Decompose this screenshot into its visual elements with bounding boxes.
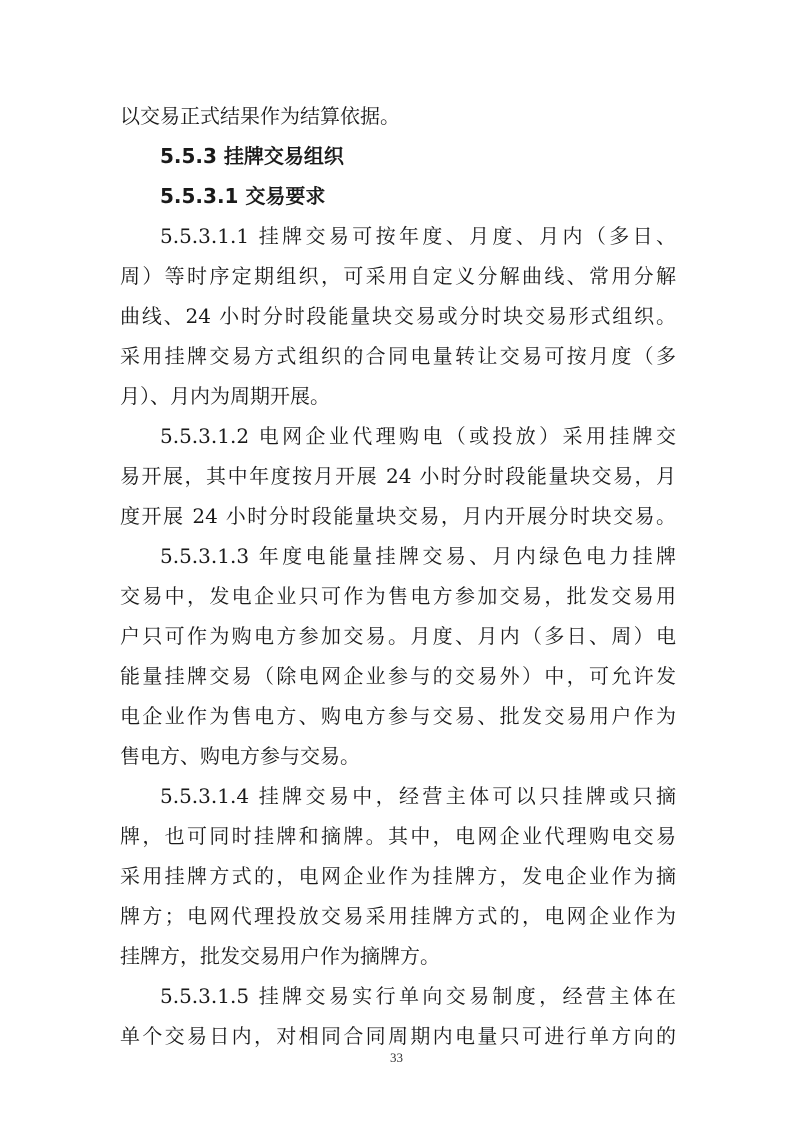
text-line: 曲线、24 小时分时段能量块交易或分时块交易形式组织。 (120, 304, 676, 328)
text-line: 挂牌方，批发交易用户作为摘牌方。 (120, 944, 440, 968)
text-line: 单个交易日内，对相同合同周期内电量只可进行单方向的 (120, 1024, 676, 1048)
text-line: 售电方、购电方参与交易。 (120, 744, 360, 768)
text-line: 周）等时序定期组织，可采用自定义分解曲线、常用分解 (120, 264, 676, 288)
clause-5-5-3-1-3-start: 5.5.3.1.3 年度电能量挂牌交易、月内绿色电力挂牌 (160, 544, 676, 568)
section-heading-5-5-3-1: 5.5.3.1 交易要求 (160, 184, 326, 208)
text-line: 以交易正式结果作为结算依据。 (120, 104, 400, 128)
page-number: 33 (390, 1050, 403, 1065)
clause-5-5-3-1-2-start: 5.5.3.1.2 电网企业代理购电（或投放）采用挂牌交 (160, 424, 676, 448)
text-line: 牌方；电网代理投放交易采用挂牌方式的，电网企业作为 (120, 904, 676, 928)
text-line: 月）、月内为周期开展。 (120, 384, 330, 408)
text-line: 牌，也可同时挂牌和摘牌。其中，电网企业代理购电交易 (120, 824, 676, 848)
text-line: 采用挂牌交易方式组织的合同电量转让交易可按月度（多 (120, 344, 676, 368)
text-line: 能量挂牌交易（除电网企业参与的交易外）中，可允许发 (120, 664, 676, 688)
clause-5-5-3-1-1-start: 5.5.3.1.1 挂牌交易可按年度、月度、月内（多日、 (160, 224, 676, 248)
clause-5-5-3-1-4-start: 5.5.3.1.4 挂牌交易中，经营主体可以只挂牌或只摘 (160, 784, 676, 808)
text-line: 电企业作为售电方、购电方参与交易、批发交易用户作为 (120, 704, 676, 728)
text-line: 易开展，其中年度按月开展 24 小时分时段能量块交易，月 (120, 464, 676, 488)
text-line: 采用挂牌方式的，电网企业作为挂牌方，发电企业作为摘 (120, 864, 676, 888)
section-heading-5-5-3: 5.5.3 挂牌交易组织 (160, 144, 344, 168)
body-text (120, 96, 676, 1056)
text-line: 户只可作为购电方参加交易。月度、月内（多日、周）电 (120, 624, 676, 648)
text-line: 度开展 24 小时分时段能量块交易，月内开展分时块交易。 (120, 504, 676, 528)
text-line: 交易中，发电企业只可作为售电方参加交易，批发交易用 (120, 584, 676, 608)
clause-5-5-3-1-5-start: 5.5.3.1.5 挂牌交易实行单向交易制度，经营主体在 (160, 984, 676, 1008)
